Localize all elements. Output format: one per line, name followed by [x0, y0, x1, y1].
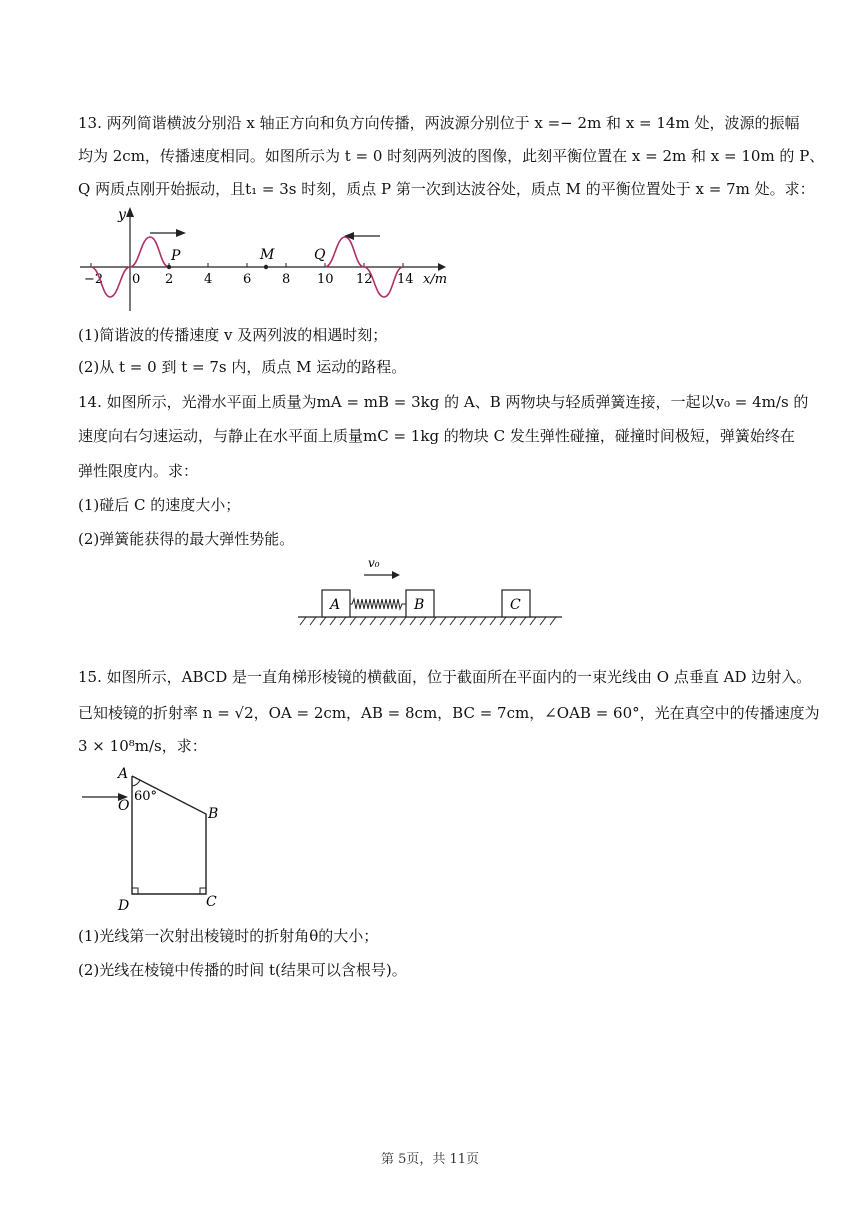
q15-line-3: 3 × 10⁸m/s，求：: [78, 737, 207, 755]
block-C-label: C: [510, 597, 521, 613]
q13-sub-2: (2)从 t = 0 到 t = 7s 内，质点 M 运动的路程。: [78, 358, 407, 376]
tick-label: 10: [317, 272, 334, 287]
vertex-B-label: B: [208, 806, 219, 822]
q15-prism-figure: [78, 764, 238, 914]
q15-sub-1: (1)光线第一次射出棱镜时的折射角θ的大小；: [78, 927, 379, 945]
x-axis-arrow-icon: [438, 263, 446, 271]
vertex-A-label: A: [118, 766, 129, 782]
tick-label: 2: [165, 272, 174, 287]
x-axis-label: x/m: [423, 272, 448, 287]
point-O-label: O: [118, 798, 130, 814]
q15-line-2: 已知棱镜的折射率 n = √2，OA = 2cm，AB = 8cm，BC = 7cm，∠OAB = 60°，光在真空中的传播速度为: [78, 704, 820, 722]
q14-sub-2: (2)弹簧能获得的最大弹性势能。: [78, 530, 295, 548]
page-footer: 第 5页，共 11页: [380, 1152, 480, 1167]
q13-line-2: 均为 2cm，传播速度相同。如图所示为 t = 0 时刻两列波的图像，此刻平衡位置在 x = 2m 和 x = 10m 的 P、: [78, 147, 825, 165]
q13-line-1: 13. 两列简谐横波分别沿 x 轴正方向和负方向传播，两波源分别位于 x =− 2m 和 x = 14m 处，波源的振幅: [78, 114, 800, 132]
right-arrow-icon: [176, 229, 186, 237]
q15-line-1: 15. 如图所示，ABCD 是一直角梯形棱镜的横截面，位于截面所在平面内的一束光线由 O 点垂直 AD 边射入。: [78, 668, 812, 686]
block-B-label: B: [414, 597, 425, 613]
block-A-label: A: [330, 597, 341, 613]
q14-line-2: 速度向右匀速运动，与静止在水平面上质量mC = 1kg 的物块 C 发生弹性碰撞，碰撞时间极短，弹簧始终在: [78, 427, 795, 445]
q13-wave-figure: [78, 203, 458, 315]
tick-label: 8: [282, 272, 291, 287]
q14-line-1: 14. 如图所示，光滑水平面上质量为mA = mB = 3kg 的 A、B 两物块与轻质弹簧连接，一起以v₀ = 4m/s 的: [78, 393, 809, 411]
q14-sub-1: (1)碰后 C 的速度大小；: [78, 496, 241, 514]
q13-sub-1: (1)简谐波的传播速度 v 及两列波的相遇时刻；: [78, 326, 388, 344]
q15-sub-2: (2)光线在棱镜中传播的时间 t(结果可以含根号)。: [78, 961, 407, 979]
q14-line-3: 弹性限度内。求：: [78, 462, 199, 480]
point-Q-label: Q: [314, 247, 326, 263]
point-P-label: P: [171, 248, 181, 264]
y-axis-label: y: [118, 207, 126, 223]
tick-label: 0: [132, 272, 141, 287]
tick-label: 4: [204, 272, 213, 287]
spring: [350, 599, 406, 609]
vertex-D-label: D: [118, 898, 130, 914]
tick-label: 12: [356, 272, 373, 287]
velocity-arrow-icon: [392, 571, 400, 579]
tick-label: 6: [243, 272, 252, 287]
tick-label: −2: [84, 272, 104, 287]
y-axis-arrow-icon: [126, 207, 134, 217]
ground-hatching: [300, 617, 556, 625]
tick-label: 14: [397, 272, 414, 287]
vertex-C-label: C: [206, 894, 217, 910]
q13-line-3: Q 两质点刚开始振动，且t₁ = 3s 时刻，质点 P 第一次到达波谷处，质点 M 的平衡位置处于 x = 7m 处。求：: [78, 180, 815, 198]
v0-label: v₀: [368, 556, 380, 570]
point-M-label: M: [260, 247, 275, 263]
q14-blocks-figure: [294, 553, 566, 629]
angle-60-label: 60°: [134, 789, 158, 804]
